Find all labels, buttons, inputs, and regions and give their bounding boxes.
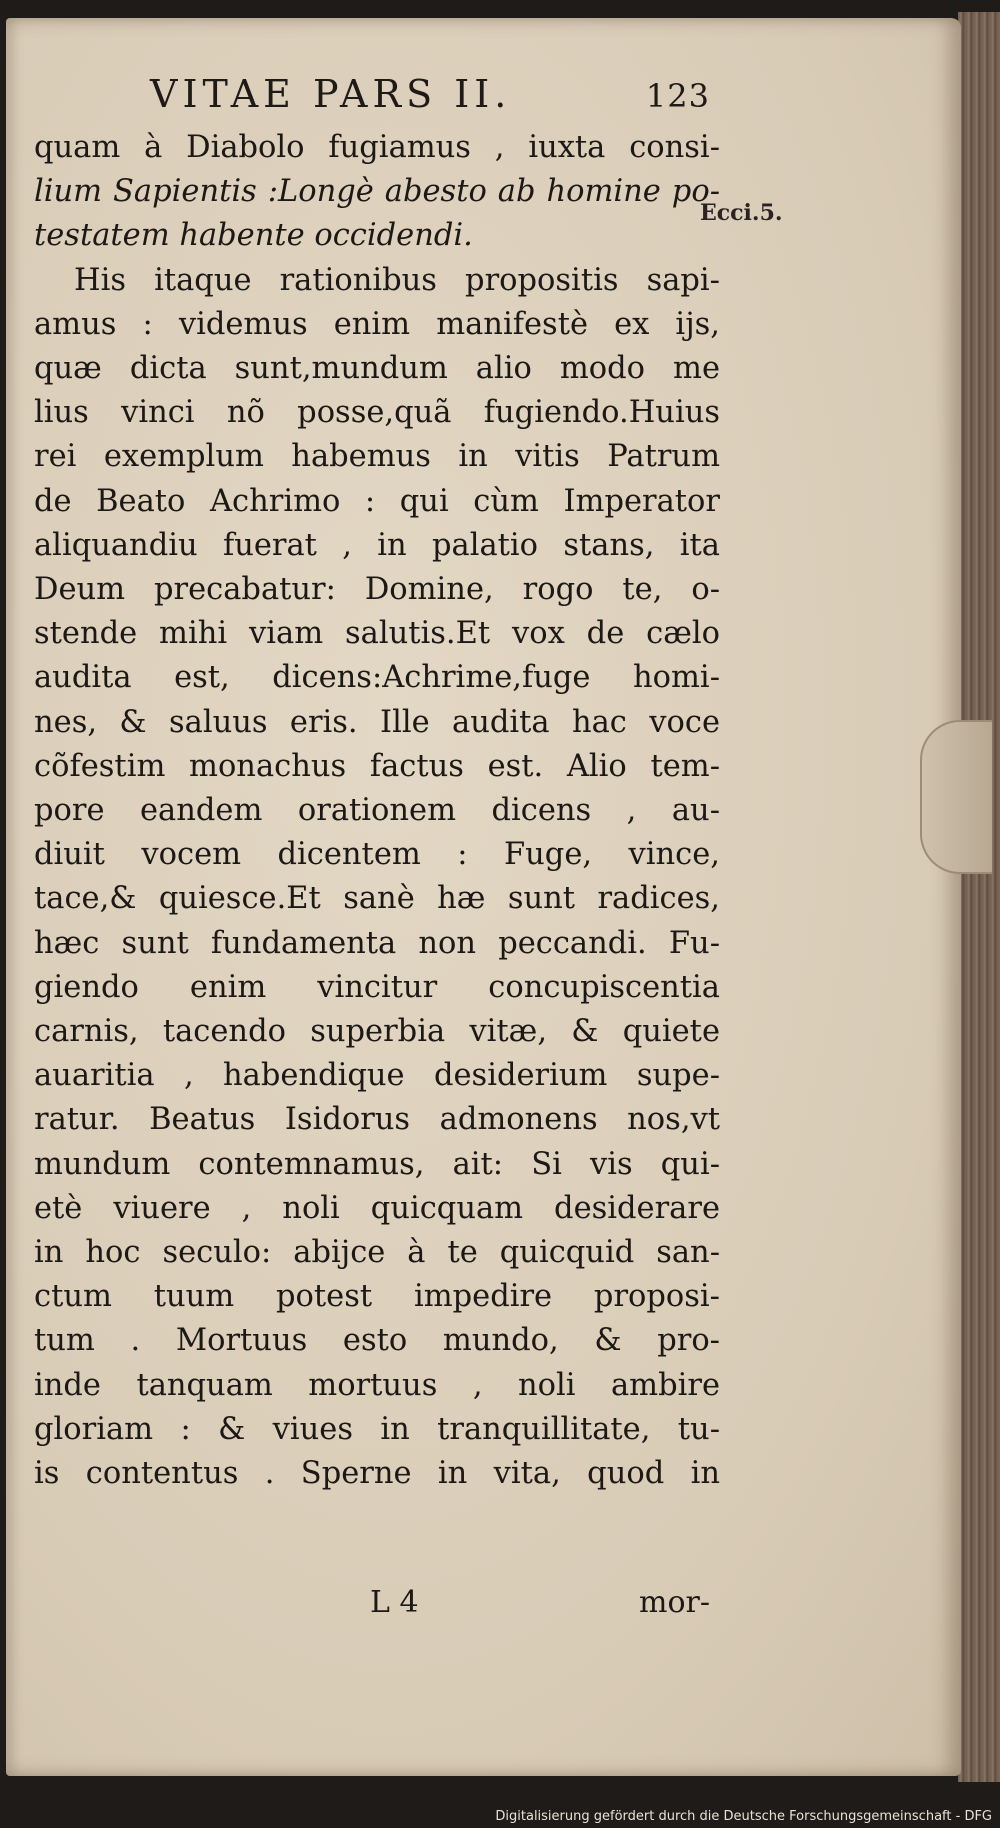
running-header	[150, 72, 710, 116]
text-line: stende mihi viam salutis.Et vox de cælo	[34, 616, 720, 652]
text-line: amus : videmus enim manifestè ex ijs,	[34, 306, 720, 342]
text-line: diuit vocem dicentem : Fuge, vince,	[34, 837, 720, 873]
text-line: His itaque rationibus propositis sapi-	[74, 262, 720, 298]
text-line: lium Sapientis :Longè abesto ab homine po-	[34, 174, 720, 210]
text-line: auaritia , habendique desiderium supe-	[34, 1058, 720, 1094]
text-line: Deum precabatur: Domine, rogo te, o-	[34, 572, 720, 608]
body-text	[34, 126, 720, 1496]
text-line: etè viuere , noli quicquam desiderare	[34, 1190, 720, 1226]
text-line: in hoc seculo: abijce à te quicquid san-	[34, 1235, 720, 1271]
catchline	[370, 1585, 710, 1620]
text-line: cõfestim monachus factus est. Alio tem-	[34, 748, 720, 784]
text-line: testatem habente occidendi.	[34, 218, 473, 254]
text-line: nes, & saluus eris. Ille audita hac voce	[34, 704, 720, 740]
text-line: ctum tuum potest impedire proposi-	[34, 1279, 720, 1315]
text-line: quæ dicta sunt,mundum alio modo me	[34, 351, 720, 387]
text-line: mundum contemnamus, ait: Si vis qui-	[34, 1146, 720, 1182]
text-line: lius vinci nõ posse,quã fugiendo.Huius	[34, 395, 720, 431]
text-line: gloriam : & viues in tranquillitate, tu-	[34, 1411, 720, 1447]
text-line: hæc sunt fundamenta non peccandi. Fu-	[34, 925, 720, 961]
text-line: de Beato Achrimo : qui cùm Imperator	[34, 483, 720, 519]
text-line: audita est, dicens:Achrime,fuge homi-	[34, 660, 720, 696]
book-fore-edge	[958, 12, 1000, 1782]
page-clip	[920, 720, 992, 874]
page-number: 123	[645, 77, 710, 115]
signature-mark: L 4	[370, 1585, 419, 1620]
text-line: inde tanquam mortuus , noli ambire	[34, 1367, 720, 1403]
text-line: is contentus . Sperne in vita, quod in	[34, 1456, 720, 1492]
text-line: carnis, tacendo superbia vitæ, & quiete	[34, 1014, 720, 1050]
text-line: quam à Diabolo fugiamus , iuxta consi-	[34, 130, 720, 165]
text-line: tace,& quiesce.Et sanè hæ sunt radices,	[34, 881, 720, 917]
catchword: mor-	[639, 1585, 710, 1620]
text-line: ratur. Beatus Isidorus admonens nos,vt	[34, 1102, 720, 1138]
text-line: aliquandiu fuerat , in palatio stans, ita	[34, 527, 720, 563]
running-title: VITAE PARS II.	[150, 72, 512, 116]
margin-note: Ecci.5.	[700, 200, 783, 226]
text-line: giendo enim vincitur concupiscentia	[34, 969, 720, 1005]
text-line: tum . Mortuus esto mundo, & pro-	[34, 1323, 720, 1359]
text-line: pore eandem orationem dicens , au-	[34, 793, 720, 829]
digitization-credit: Digitalisierung gefördert durch die Deutsche Forschungsgemeinschaft - DFG	[495, 1809, 992, 1824]
text-line: rei exemplum habemus in vitis Patrum	[34, 439, 720, 475]
